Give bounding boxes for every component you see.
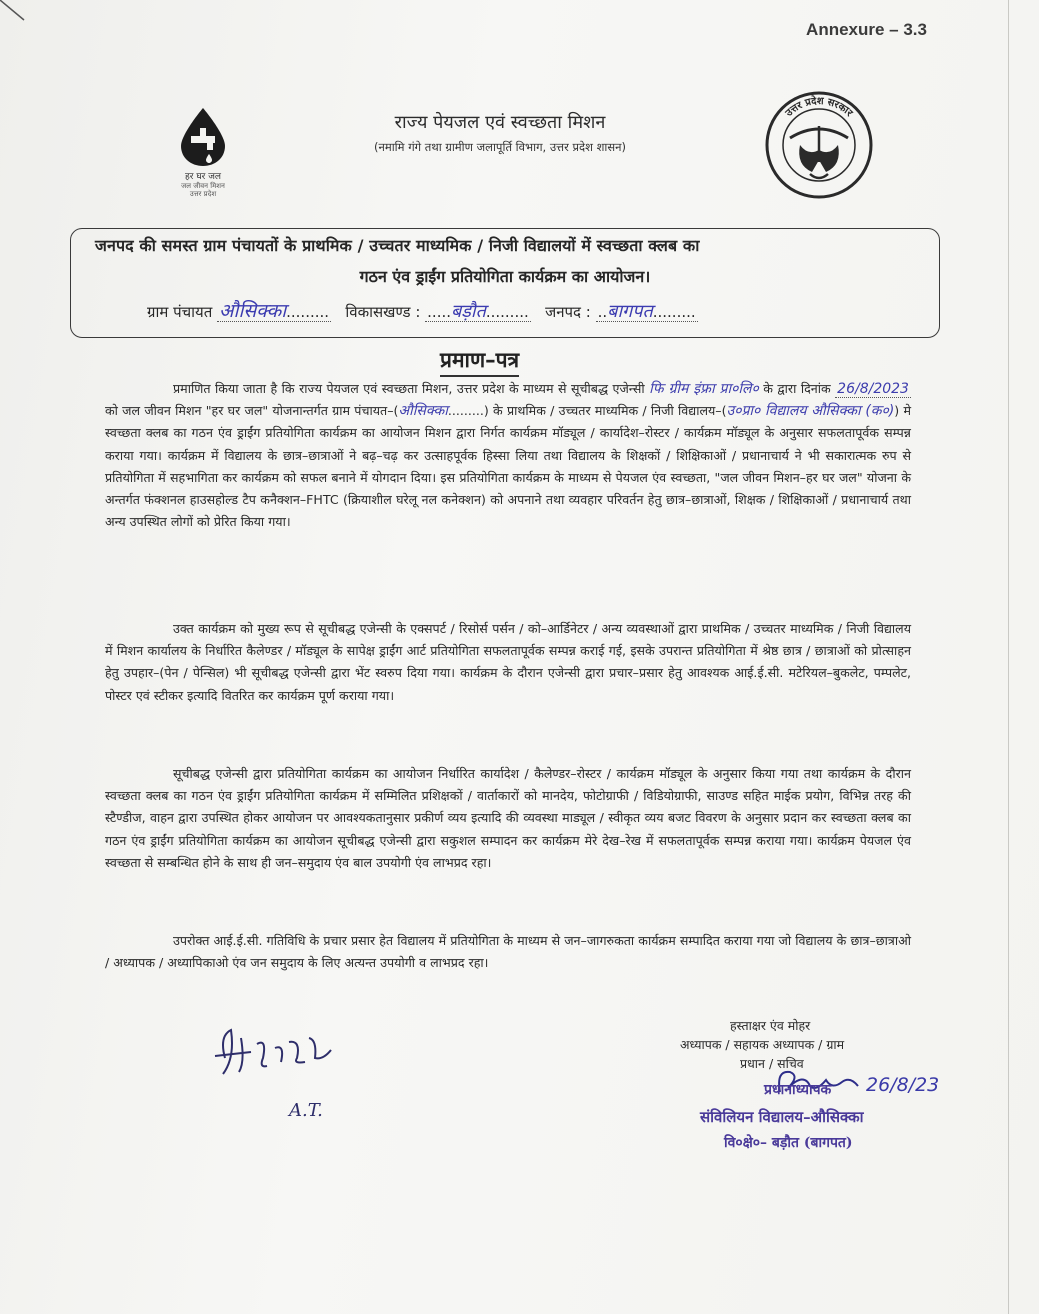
water-drop-tap-icon (173, 106, 233, 168)
emblem-text: उत्तर प्रदेश सरकार (783, 95, 855, 119)
logo-subtag: जल जीवन मिशन (181, 182, 225, 190)
block-label: विकासखण्ड : (345, 303, 421, 321)
mission-title: राज्य पेयजल एवं स्वच्छता मिशन (394, 112, 606, 133)
stamp-area: वि०क्षे०– बड़ौत (बागपत) (724, 1135, 853, 1151)
subject-line-2: गठन एंव ड्राईंग प्रतियोगिता कार्यक्रम का आयोजन। (359, 267, 651, 286)
page-edge (1008, 0, 1009, 1314)
district-label: जनपद : (545, 303, 591, 321)
handwritten-signature-left (205, 1018, 355, 1128)
logo-tagline: हर घर जल (185, 172, 221, 182)
agency-name-handwritten: फि ग्रीम इंफ्रा प्रा०लि० (649, 381, 759, 397)
har-ghar-jal-logo (158, 106, 248, 206)
school-name-handwritten: उ०प्रा० विद्यालय औसिक्का (क०) (726, 403, 895, 420)
program-date-handwritten: 26/8/2023 (837, 381, 909, 397)
header (250, 110, 750, 155)
mission-subtitle: (नमामि गंगे तथा ग्रामीण जलापूर्ति विभाग, उत्तर प्रदेश शासन) (373, 140, 627, 154)
subject-box (70, 228, 940, 338)
stamp-school: संविलियन विद्यालय–औसिक्का (700, 1108, 864, 1126)
signature-roles: अध्यापक / सहायक अध्यापक / ग्राम (680, 1037, 845, 1052)
certificate-title: प्रमाण–पत्र (440, 346, 519, 377)
svg-text:A.T.: A.T. (289, 1100, 323, 1121)
p1-text-a: प्रमाणित किया जाता है कि राज्य पेयजल एवं स्वच्छता मिशन, उत्तर प्रदेश के माध्यम से सूचीबद्ध एजेन्सी (173, 381, 645, 396)
district-value: ..बागपत......... (597, 301, 696, 322)
gram-panchayat-handwritten: औसिक्का (398, 403, 448, 420)
p1-text-e: ) मे स्वच्छता क्लब का गठन एंव ड्राईंग प्रतियोगिता कार्यक्रम का आयोजन मिशन द्वारा निर्गत कार्यक्रम मॉड्यूल / कार्यादेश–रोस्टर / कार्यक्रम मॉड्यूल के अनुसार सफलतापूर्वक सम्पन्न कराया गया। कार्यक्रम में विद्यालय के छात्र–छात्राओं ने बढ़–चढ़ कर उत्साहपूर्वक हिस्सा लिया तथा विद्यालय के शिक्षकों / शिक्षिकाओं / प्रधानाचार्य ने भी सकारात्मक रुप से प्रतियोगिता में सहभागिता कर कार्यक्रम को सफल बनाने में योगदान दिया। इस प्रतियोगिता कार्यक्रम के माध्यम से पेयजल एंव स्वच्छता, "जल जीवन मिशन–हर घर जल" योजना के अन्तर्गत फंक्शनल हाउसहोल्ड टैप कनैक्शन–FHTC (क्रियाशील घरेलू नल कनेक्शन) को अपनाने तथा व्यवहार परिवर्तन हेतु छात्र–छात्राओं, शिक्षक / शिक्षिकाओं / प्रधानाचार्य तथा अन्य उपस्थित लोगों को प्रेरित किया गया। (105, 403, 911, 530)
headmaster-stamp (700, 1080, 960, 1152)
p1-text-b: के द्वारा दिनांक (763, 381, 831, 396)
certificate-paragraph-3: सूचीबद्ध एजेन्सी द्वारा प्रतियोगिता कार्यक्रम का आयोजन निर्धारित कार्यादेश / कैलेण्डर–रोस्टर / कार्यक्रम मॉड्यूल के अनुसार किया गया तथा कार्यक्रम के दौरान स्वच्छता क्लब का गठन एंव ड्राईंग प्रतियोगिता कार्यक्रम में सम्मिलित प्रशिक्षकों / वार्ताकारों को मानदेय, फोटोग्राफी / विडियोग्राफी, साउण्ड सहित माईक प्रयोग, विभिन्न तरह की स्टैण्डीज, वाहन द्वारा उपस्थित होकर आयोजन पर आवश्यकतानुसार प्रकीर्ण व्यय इत्यादि की व्यवस्था माड्यूल / स्वीकृत व्यय बजट विवरण के अनुसार प्रदान कर स्वच्छता क्लब का गठन एंव ड्राईंग प्रतियोगिता कार्यक्रम का आयोजन सूचीबद्ध एजेन्सी द्वारा सकुशल सम्पादन कर कार्यक्रम मेरे देख–रेख में सफलतापूर्वक सम्पन्न कराया गया। कार्यक्रम पेयजल एंव स्वच्छता से सम्बन्धित होने के साथ ही जन–समुदाय एंव बाल उपयोगी एंव लाभप्रद रहा। (105, 766, 911, 870)
annexure-label: Annexure – 3.3 (806, 20, 927, 39)
certificate-paragraph-2: उक्त कार्यक्रम को मुख्य रूप से सूचीबद्ध एजेन्सी के एक्सपर्ट / रिसोर्स पर्सन / को–आर्डिनेटर / अन्य व्यवस्थाओं द्वारा प्राथमिक / उच्चतर माध्यमिक / निजी विद्यालय में मिशन कार्यालय के निर्धारित कैलेण्डर / मॉड्यूल के सापेक्ष ड्राईंग आर्ट प्रतियोगिता सफलतापूर्वक सम्पन्न कराई गई, इसके उपरान्त प्रतियोगिता में श्रेष्ठ छात्र / छात्राओं को प्रोत्साहन हेतु उपहार–(पेन / पेन्सिल) भी सूचीबद्ध एजेन्सी द्वारा भेंट स्वरुप दिया गया। कार्यक्रम के दौरान एजेन्सी द्वारा प्रचार–प्रसार हेतु आवश्यक आई.ई.सी. मटेरियल–बुकलेट, पम्पलेट, पोस्टर एवं स्टीकर इत्यादि वितरित कर कार्यक्रम पूर्ण कराया गया। (105, 621, 911, 703)
p1-text-d: .........) के प्राथमिक / उच्चतर माध्यमिक / निजी विद्यालय–( (447, 403, 727, 419)
subject-line-1: जनपद की समस्त ग्राम पंचायतों के प्राथमिक / उच्चतर माध्यमिक / निजी विद्यालयों में स्वच्छता क्लब का (95, 236, 700, 255)
gram-panchayat-label: ग्राम पंचायत (147, 303, 213, 321)
certificate-paragraph-1 (105, 378, 911, 533)
block-value: .....बड़ौत......... (427, 301, 529, 322)
logo-state: उत्तर प्रदेश (189, 190, 217, 198)
signature-roles-2: प्रधान / सचिव (740, 1056, 804, 1071)
gram-panchayat-value: औसिक्का......... (219, 300, 330, 322)
corner-fold-mark (0, 0, 60, 30)
emblem-icon (760, 90, 878, 200)
location-line (147, 297, 698, 323)
signature-label: हस्ताक्षर एंव मोहर (730, 1018, 811, 1033)
signature-date-handwritten: 26/8/23 (866, 1074, 940, 1096)
p1-text-c: को जल जीवन मिशन "हर घर जल" योजनान्तर्गत ग्राम पंचायत–( (105, 403, 399, 419)
stamp-designation: प्रधानाध्यापक (764, 1082, 832, 1098)
certificate-paragraph-4: उपरोक्त आई.ई.सी. गतिविधि के प्रचार प्रसार हेत विद्यालय में प्रतियोगिता के माध्यम से जन–जागरुकता कार्यक्रम सम्पादित कराया गया जो विद्यालय के छात्र–छात्राओ / अध्यापक / अध्यापिकाओ एंव जन समुदाय के लिए अत्यन्त उपयोगी व लाभप्रद रहा। (105, 933, 911, 971)
up-government-emblem (760, 90, 878, 200)
